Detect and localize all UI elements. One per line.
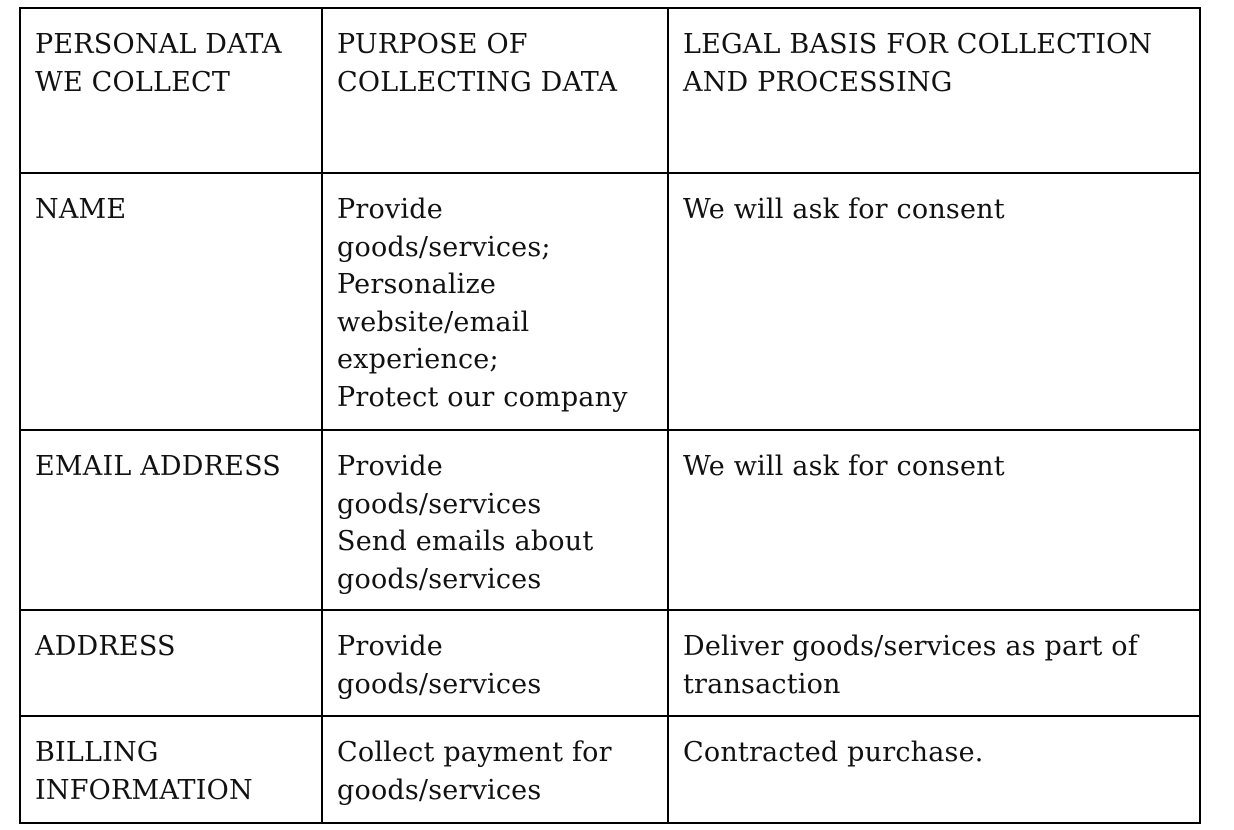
cell-personal-data: BILLING INFORMATION xyxy=(20,716,322,823)
cell-legal-basis: Deliver goods/services as part of transaction xyxy=(668,610,1200,716)
cell-purpose: Collect payment for goods/services xyxy=(322,716,668,823)
table-row xyxy=(20,610,1200,716)
personal-data-table xyxy=(19,7,1201,824)
cell-personal-data: EMAIL ADDRESS xyxy=(20,430,322,610)
cell-legal-basis: We will ask for consent xyxy=(668,173,1200,430)
cell-personal-data: NAME xyxy=(20,173,322,430)
cell-purpose: Provide goods/services Send emails about goods/services xyxy=(322,430,668,610)
table-row xyxy=(20,716,1200,823)
table-row xyxy=(20,430,1200,610)
table-row xyxy=(20,173,1200,430)
table-header-row xyxy=(20,8,1200,173)
header-legal-basis: LEGAL BASIS FOR COLLECTION AND PROCESSING xyxy=(668,8,1200,173)
cell-legal-basis: We will ask for consent xyxy=(668,430,1200,610)
cell-purpose: Provide goods/services; Personalize website/email experience; Protect our company xyxy=(322,173,668,430)
header-purpose: PURPOSE OF COLLECTING DATA xyxy=(322,8,668,173)
cell-personal-data: ADDRESS xyxy=(20,610,322,716)
header-personal-data: PERSONAL DATA WE COLLECT xyxy=(20,8,322,173)
cell-legal-basis: Contracted purchase. xyxy=(668,716,1200,823)
cell-purpose: Provide goods/services xyxy=(322,610,668,716)
